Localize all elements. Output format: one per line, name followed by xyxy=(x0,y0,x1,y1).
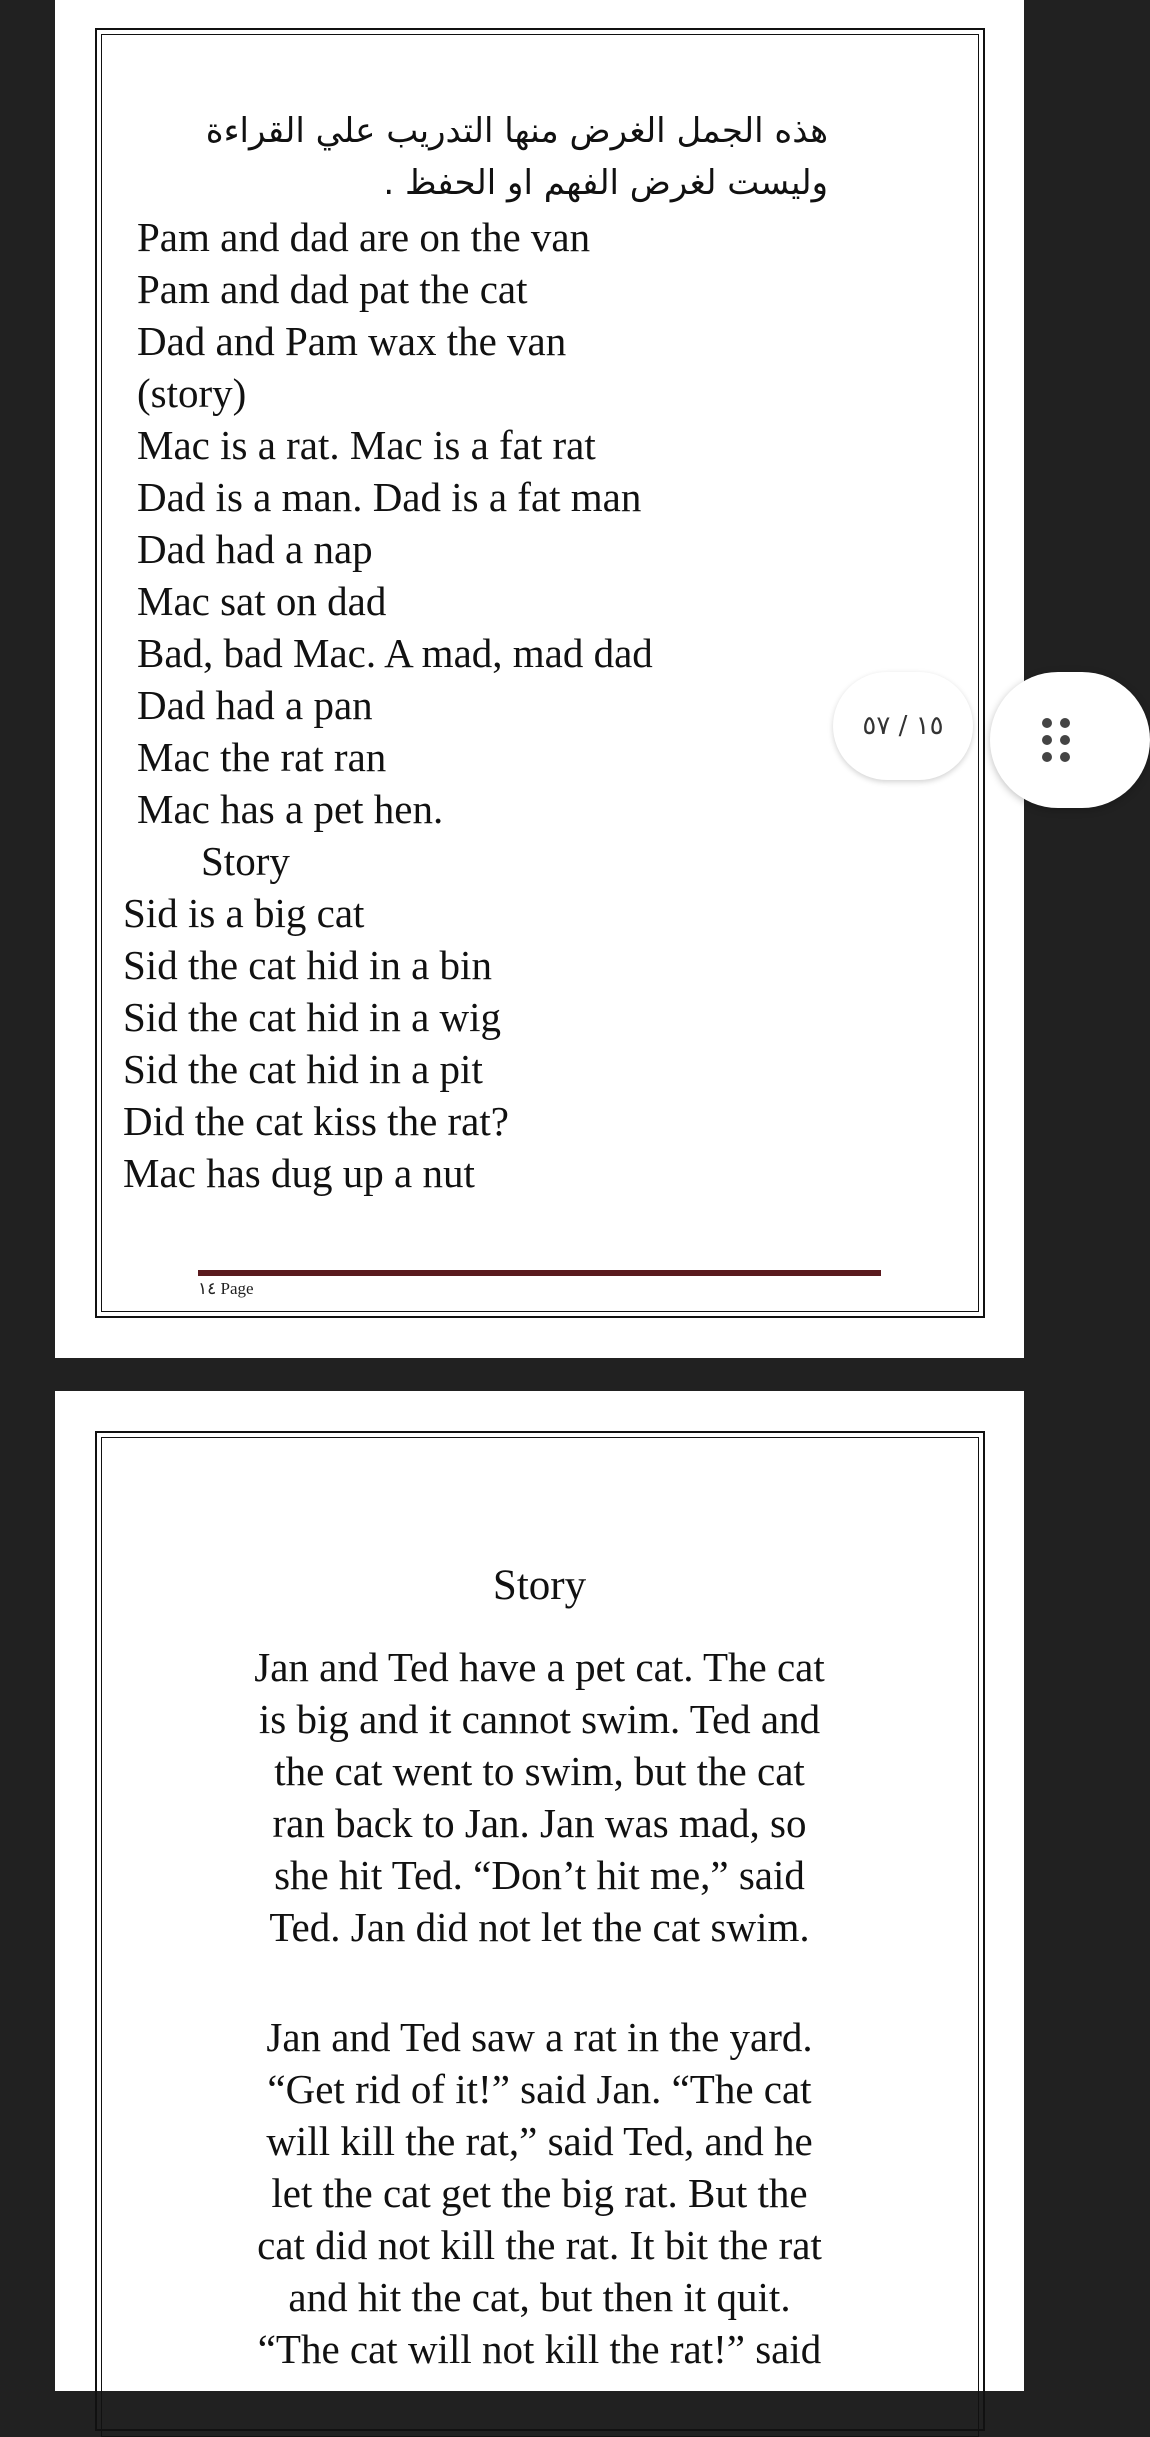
scroll-drag-handle[interactable] xyxy=(990,672,1150,808)
paragraph-line: is big and it cannot swim. Ted and xyxy=(258,1696,821,1742)
story-heading: Story xyxy=(201,838,290,884)
sentence-line: Mac has a pet hen. xyxy=(137,786,444,832)
paragraph-line: Jan and Ted saw a rat in the yard. xyxy=(266,2014,813,2060)
paragraph-line: ran back to Jan. Jan was mad, so xyxy=(272,1800,807,1846)
sentence-line: Dad and Pam wax the van xyxy=(137,318,567,364)
paragraph-line: cat did not kill the rat. It bit the rat xyxy=(257,2222,822,2268)
story-title: Story xyxy=(492,1562,587,1609)
sentence-line: Did the cat kiss the rat? xyxy=(123,1098,509,1144)
page-indicator[interactable]: ١٥ / ٥٧ xyxy=(833,672,973,780)
paragraph-line: “The cat will not kill the rat!” said xyxy=(257,2326,822,2372)
paragraph-line: will kill the rat,” said Ted, and he xyxy=(266,2118,813,2164)
sentence-line: Mac is a rat. Mac is a fat rat xyxy=(137,422,596,468)
sentence-line: Mac the rat ran xyxy=(137,734,387,780)
sentence-line: Pam and dad are on the van xyxy=(137,214,591,260)
pdf-page-15 xyxy=(55,1391,1024,2391)
sentence-line: (story) xyxy=(137,370,247,416)
paragraph-line: “Get rid of it!” said Jan. “The cat xyxy=(267,2066,812,2112)
drag-dots-icon xyxy=(1042,718,1072,762)
story-paragraph-2 xyxy=(175,2011,904,2375)
paragraph-line: the cat went to swim, but the cat xyxy=(274,1748,805,1794)
paragraph-line: she hit Ted. “Don’t hit me,” said xyxy=(274,1852,805,1898)
sentence-line: Dad had a nap xyxy=(137,526,373,572)
sentence-line: Dad had a pan xyxy=(137,682,373,728)
story-paragraph-1 xyxy=(175,1641,904,1953)
sentence-line: Pam and dad pat the cat xyxy=(137,266,528,312)
sentence-line: Dad is a man. Dad is a fat man xyxy=(137,474,642,520)
sentence-line: Sid the cat hid in a bin xyxy=(123,942,492,988)
sentence-line: Sid the cat hid in a pit xyxy=(123,1046,483,1092)
paragraph-line: Ted. Jan did not let the cat swim. xyxy=(269,1904,810,1950)
footer-rule xyxy=(198,1270,881,1276)
paragraph-line: and hit the cat, but then it quit. xyxy=(288,2274,791,2320)
page-footer: ١٤ Page xyxy=(198,1279,254,1298)
sentence-line: Mac has dug up a nut xyxy=(123,1150,475,1196)
paragraph-line: let the cat get the big rat. But the xyxy=(271,2170,808,2216)
arabic-instruction-line-2: وليست لغرض الفهم او الحفظ . xyxy=(383,163,828,203)
paragraph-line: Jan and Ted have a pet cat. The cat xyxy=(254,1644,825,1690)
sentence-line: Bad, bad Mac. A mad, mad dad xyxy=(137,630,653,676)
arabic-instruction-line-1: هذه الجمل الغرض منها التدريب علي القراءة xyxy=(205,111,828,151)
sentence-line: Sid is a big cat xyxy=(123,890,365,936)
sentence-line: Mac sat on dad xyxy=(137,578,387,624)
sentence-line: Sid the cat hid in a wig xyxy=(123,994,502,1040)
